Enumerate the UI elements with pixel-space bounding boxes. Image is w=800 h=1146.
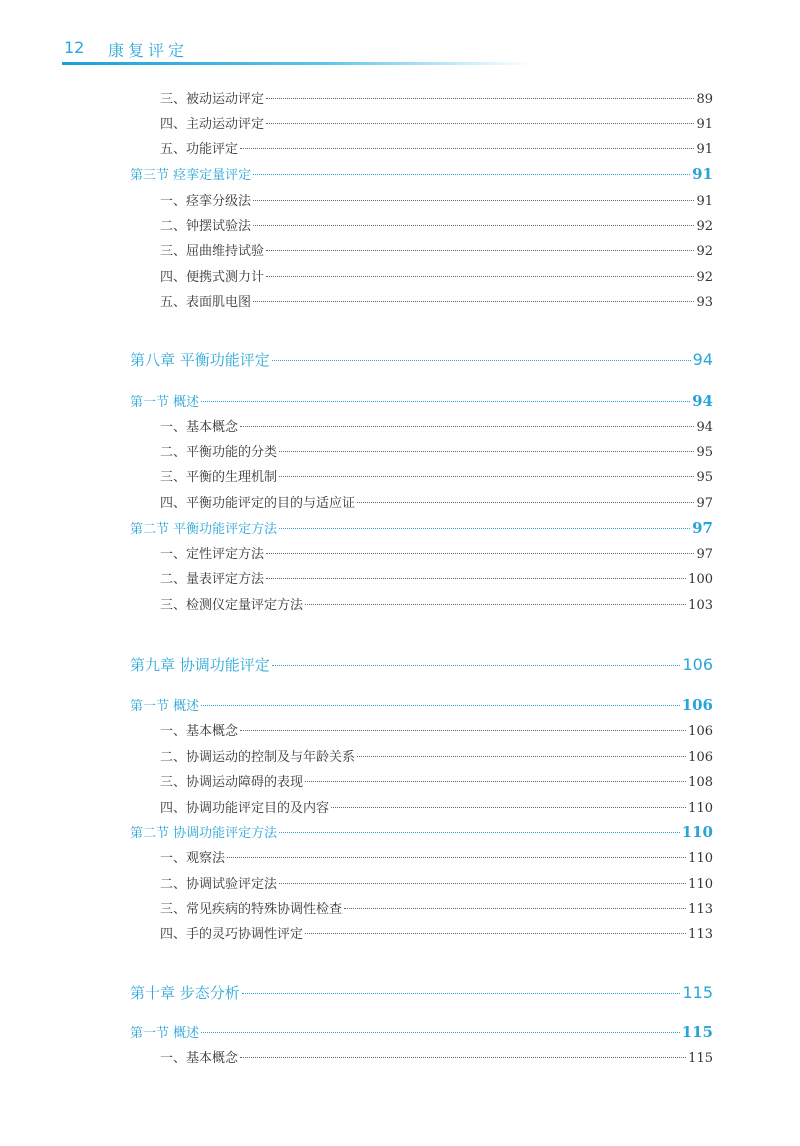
toc-entry-page-number: 97 — [696, 496, 713, 511]
dot-leader — [253, 174, 690, 175]
toc-entry-page-number: 110 — [681, 823, 713, 841]
toc-entry-title: 一、定性评定方法 — [160, 547, 265, 562]
dot-leader — [201, 705, 680, 706]
toc-entry-title: 二、协调试验评定法 — [160, 877, 278, 892]
toc-item-row[interactable] — [160, 594, 713, 613]
dot-leader — [242, 993, 681, 994]
toc-entry-page-number: 106 — [688, 724, 713, 739]
book-title: 康复评定 — [108, 41, 189, 60]
toc-entry-title: 一、痉挛分级法 — [160, 194, 252, 209]
toc-entry-title: 四、主动运动评定 — [160, 117, 265, 132]
toc-entry-title: 二、量表评定方法 — [160, 572, 265, 587]
dot-leader — [266, 276, 694, 277]
toc-entry-title: 第一节 概述 — [130, 1026, 200, 1041]
toc-item-row[interactable] — [160, 291, 713, 310]
toc-entry-page-number: 113 — [688, 927, 713, 942]
dot-leader — [279, 528, 690, 529]
dot-leader — [253, 301, 694, 302]
toc-entry-title: 一、基本概念 — [160, 1051, 239, 1066]
toc-entry-page-number: 97 — [692, 519, 713, 537]
toc-entry-title: 二、平衡功能的分类 — [160, 445, 278, 460]
toc-entry-title: 第一节 概述 — [130, 395, 200, 410]
toc-entry-page-number: 95 — [696, 470, 713, 485]
toc-item-row[interactable] — [160, 113, 713, 132]
toc-entry-page-number: 92 — [696, 219, 713, 234]
dot-leader — [266, 123, 694, 124]
toc-item-row[interactable] — [160, 466, 713, 485]
toc-entry-title: 五、功能评定 — [160, 142, 239, 157]
toc-entry-title: 二、协调运动的控制及与年龄关系 — [160, 750, 356, 765]
toc-entry-page-number: 110 — [688, 877, 713, 892]
dot-leader — [240, 1057, 686, 1058]
dot-leader — [201, 401, 690, 402]
toc-entry-title: 四、手的灵巧协调性评定 — [160, 927, 304, 942]
dot-leader — [331, 807, 686, 808]
toc-item-row[interactable] — [160, 771, 713, 790]
dot-leader — [344, 908, 686, 909]
dot-leader — [357, 502, 694, 503]
toc-item-row[interactable] — [160, 215, 713, 234]
toc-entry-page-number: 91 — [696, 117, 713, 132]
toc-entry-title: 五、表面肌电图 — [160, 295, 252, 310]
dot-leader — [227, 857, 686, 858]
toc-entry-page-number: 97 — [696, 547, 713, 562]
toc-entry-title: 三、被动运动评定 — [160, 92, 265, 107]
dot-leader — [272, 665, 681, 666]
toc-item-row[interactable] — [160, 847, 713, 866]
toc-entry-page-number: 95 — [696, 445, 713, 460]
toc-chapter-row[interactable] — [130, 654, 713, 675]
dot-leader — [279, 832, 680, 833]
dot-leader — [305, 781, 686, 782]
toc-chapter-row[interactable] — [130, 349, 713, 370]
toc-entry-title: 第一节 概述 — [130, 699, 200, 714]
toc-entry-page-number: 94 — [696, 420, 713, 435]
toc-entry-page-number: 94 — [692, 392, 713, 410]
toc-entry-page-number: 91 — [692, 165, 713, 183]
dot-leader — [240, 426, 694, 427]
toc-entry-title: 一、观察法 — [160, 851, 226, 866]
toc-entry-title: 一、基本概念 — [160, 724, 239, 739]
toc-item-row[interactable] — [160, 568, 713, 587]
dot-leader — [266, 98, 694, 99]
dot-leader — [266, 553, 694, 554]
toc-entry-title: 三、常见疾病的特殊协调性检查 — [160, 902, 343, 917]
toc-entry-page-number: 110 — [688, 851, 713, 866]
toc-section-row[interactable] — [130, 164, 713, 183]
toc-entry-page-number: 115 — [688, 1051, 713, 1066]
toc-entry-title: 二、钟摆试验法 — [160, 219, 252, 234]
toc-entry-title: 三、检测仪定量评定方法 — [160, 598, 304, 613]
dot-leader — [240, 148, 694, 149]
dot-leader — [272, 360, 691, 361]
toc-entry-page-number: 89 — [696, 92, 713, 107]
toc-entry-page-number: 92 — [696, 244, 713, 259]
dot-leader — [305, 604, 686, 605]
toc-entry-title: 三、平衡的生理机制 — [160, 470, 278, 485]
toc-entry-title: 第九章 协调功能评定 — [130, 656, 270, 674]
toc-entry-title: 四、便携式测力计 — [160, 270, 265, 285]
dot-leader — [305, 933, 686, 934]
toc-entry-title: 三、屈曲维持试验 — [160, 244, 265, 259]
toc-item-row[interactable] — [160, 190, 713, 209]
toc-item-row[interactable] — [160, 416, 713, 435]
toc-item-row[interactable] — [160, 1047, 713, 1066]
dot-leader — [253, 200, 694, 201]
toc-entry-page-number: 91 — [696, 194, 713, 209]
toc-entry-title: 第二节 平衡功能评定方法 — [130, 522, 278, 537]
toc-entry-title: 第二节 协调功能评定方法 — [130, 826, 278, 841]
toc-section-row[interactable] — [130, 695, 713, 714]
toc-entry-page-number: 106 — [682, 655, 713, 674]
toc-item-row[interactable] — [160, 441, 713, 460]
toc-item-row[interactable] — [160, 898, 713, 917]
toc-item-row[interactable] — [160, 240, 713, 259]
toc-entry-title: 一、基本概念 — [160, 420, 239, 435]
dot-leader — [279, 476, 694, 477]
toc-item-row[interactable] — [160, 138, 713, 157]
toc-item-row[interactable] — [160, 266, 713, 285]
toc-entry-page-number: 94 — [692, 350, 713, 369]
toc-entry-page-number: 92 — [696, 270, 713, 285]
toc-item-row[interactable] — [160, 873, 713, 892]
dot-leader — [201, 1032, 680, 1033]
toc-item-row[interactable] — [160, 923, 713, 942]
toc-entry-page-number: 106 — [688, 750, 713, 765]
toc-entry-title: 第十章 步态分析 — [130, 984, 240, 1002]
toc-item-row[interactable] — [160, 88, 713, 107]
toc-entry-page-number: 115 — [682, 983, 713, 1002]
dot-leader — [266, 250, 694, 251]
toc-section-row[interactable] — [130, 391, 713, 410]
toc-chapter-row[interactable] — [130, 982, 713, 1003]
toc-entry-page-number: 110 — [688, 801, 713, 816]
toc-entry-page-number: 103 — [688, 598, 713, 613]
toc-entry-page-number: 100 — [688, 572, 713, 587]
toc-entry-page-number: 108 — [688, 775, 713, 790]
toc-item-row[interactable] — [160, 543, 713, 562]
dot-leader — [253, 225, 694, 226]
toc-entry-title: 三、协调运动障碍的表现 — [160, 775, 304, 790]
toc-item-row[interactable] — [160, 746, 713, 765]
toc-entry-page-number: 106 — [681, 696, 713, 714]
toc-entry-title: 第八章 平衡功能评定 — [130, 351, 270, 369]
toc-entry-title: 四、协调功能评定目的及内容 — [160, 801, 330, 816]
dot-leader — [279, 451, 694, 452]
toc-section-row[interactable] — [130, 518, 713, 537]
toc-section-row[interactable] — [130, 1022, 713, 1041]
toc-entry-title: 第三节 痉挛定量评定 — [130, 168, 252, 183]
toc-entry-title: 四、平衡功能评定的目的与适应证 — [160, 496, 356, 511]
toc-item-row[interactable] — [160, 797, 713, 816]
toc-item-row[interactable] — [160, 492, 713, 511]
toc-entry-page-number: 113 — [688, 902, 713, 917]
toc-entry-page-number: 93 — [696, 295, 713, 310]
dot-leader — [357, 756, 686, 757]
dot-leader — [266, 578, 686, 579]
dot-leader — [240, 730, 686, 731]
toc-entry-page-number: 115 — [681, 1023, 713, 1041]
toc-section-row[interactable] — [130, 822, 713, 841]
toc-item-row[interactable] — [160, 720, 713, 739]
dot-leader — [279, 883, 686, 884]
toc-entry-page-number: 91 — [696, 142, 713, 157]
page-number: 12 — [64, 38, 85, 57]
